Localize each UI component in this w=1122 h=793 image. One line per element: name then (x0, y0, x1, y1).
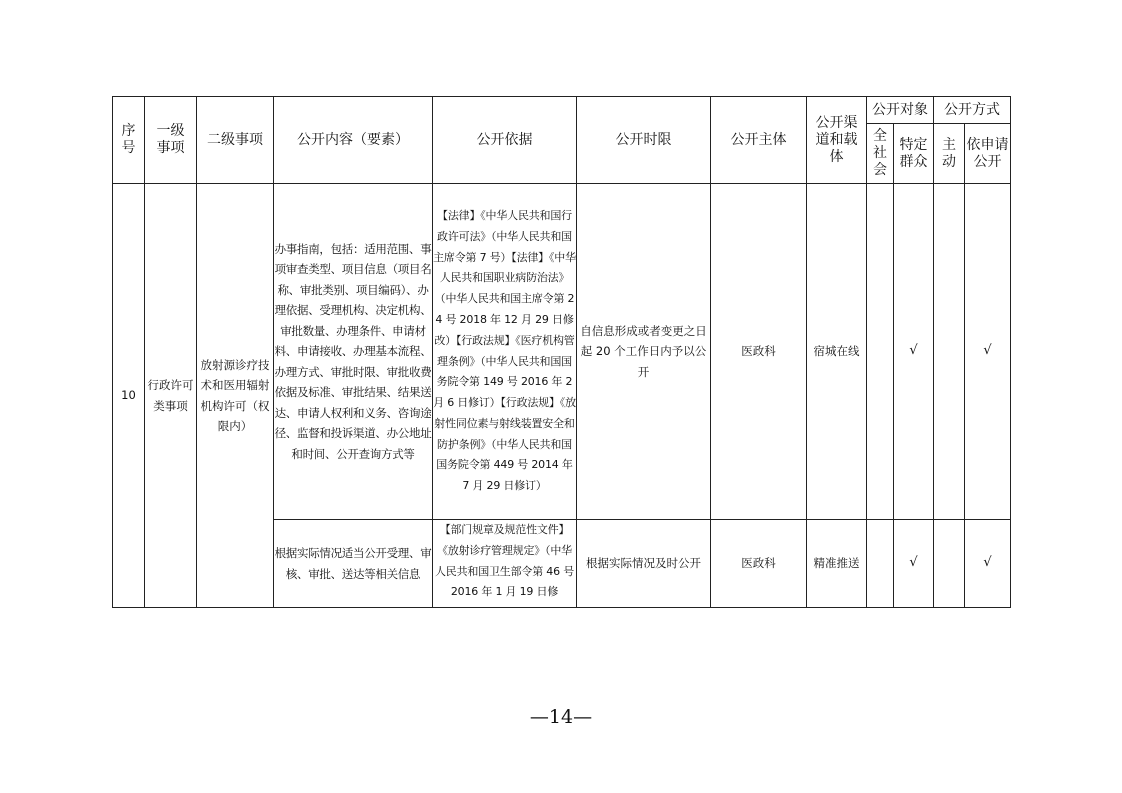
header-content: 公开内容（要素） (274, 97, 433, 184)
header-audience: 公开对象 (867, 97, 934, 124)
header-audience-specific: 特定群众 (894, 124, 934, 184)
item-basis: 【法律】《中华人民共和国行政许可法》（中华人民共和国主席令第 7 号）【法律】《中华人民共和国职业病防治法》（中华人民共和国主席令第 24 号 2018 年 12 月 29 日修改）【行政法规】《医疗机构管理条例》（中华人民共和国国务院令第 149 号 2016 年 2 月 6 日修订）【行政法规】《放射性同位素与射线装置安全和防护条例》（中华人民共和国国务院令第 449 号 2014 年 7 月 29 日修订） (433, 184, 577, 520)
item-all-society (867, 520, 894, 608)
disclosure-table (112, 96, 1011, 608)
item-on-request-check: √ (965, 184, 1011, 520)
item-time-limit: 根据实际情况及时公开 (577, 520, 711, 608)
page-number: —14— (529, 706, 593, 728)
item-all-society (867, 184, 894, 520)
header-audience-all: 全社会 (867, 124, 894, 184)
header-level1: 一级事项 (145, 97, 197, 184)
header-method-request: 依申请公开 (965, 124, 1011, 184)
table-row (113, 184, 1011, 520)
item-active (934, 184, 965, 520)
row-seq: 10 (113, 184, 145, 608)
row-level2: 放射源诊疗技术和医用辐射机构许可（权限内） (197, 184, 274, 608)
item-subject: 医政科 (711, 520, 807, 608)
header-subject: 公开主体 (711, 97, 807, 184)
header-channel: 公开渠道和载体 (807, 97, 867, 184)
header-time-limit: 公开时限 (577, 97, 711, 184)
item-specific-check: √ (894, 520, 934, 608)
item-subject: 医政科 (711, 184, 807, 520)
item-channel: 精准推送 (807, 520, 867, 608)
row-level1: 行政许可类事项 (145, 184, 197, 608)
item-active (934, 520, 965, 608)
item-channel: 宿城在线 (807, 184, 867, 520)
item-time-limit: 自信息形成或者变更之日起 20 个工作日内予以公开 (577, 184, 711, 520)
item-specific-check: √ (894, 184, 934, 520)
header-level2: 二级事项 (197, 97, 274, 184)
header-seq: 序号 (113, 97, 145, 184)
header-method: 公开方式 (934, 97, 1011, 124)
item-content: 根据实际情况适当公开受理、审核、审批、送达等相关信息 (274, 520, 433, 608)
item-content: 办事指南，包括：适用范围、事项审查类型、项目信息（项目名称、审批类别、项目编码）、办理依据、受理机构、决定机构、审批数量、办理条件、申请材料、申请接收、办理基本流程、办理方式、审批时限、审批收费依据及标准、审批结果、结果送达、申请人权利和义务、咨询途径、监督和投诉渠道、办公地址和时间、公开查询方式等 (274, 184, 433, 520)
header-basis: 公开依据 (433, 97, 577, 184)
item-basis: 【部门规章及规范性文件】《放射诊疗管理规定》（中华人民共和国卫生部令第 46 号 2016 年 1 月 19 日修 (433, 520, 577, 608)
header-method-active: 主动 (934, 124, 965, 184)
item-on-request-check: √ (965, 520, 1011, 608)
